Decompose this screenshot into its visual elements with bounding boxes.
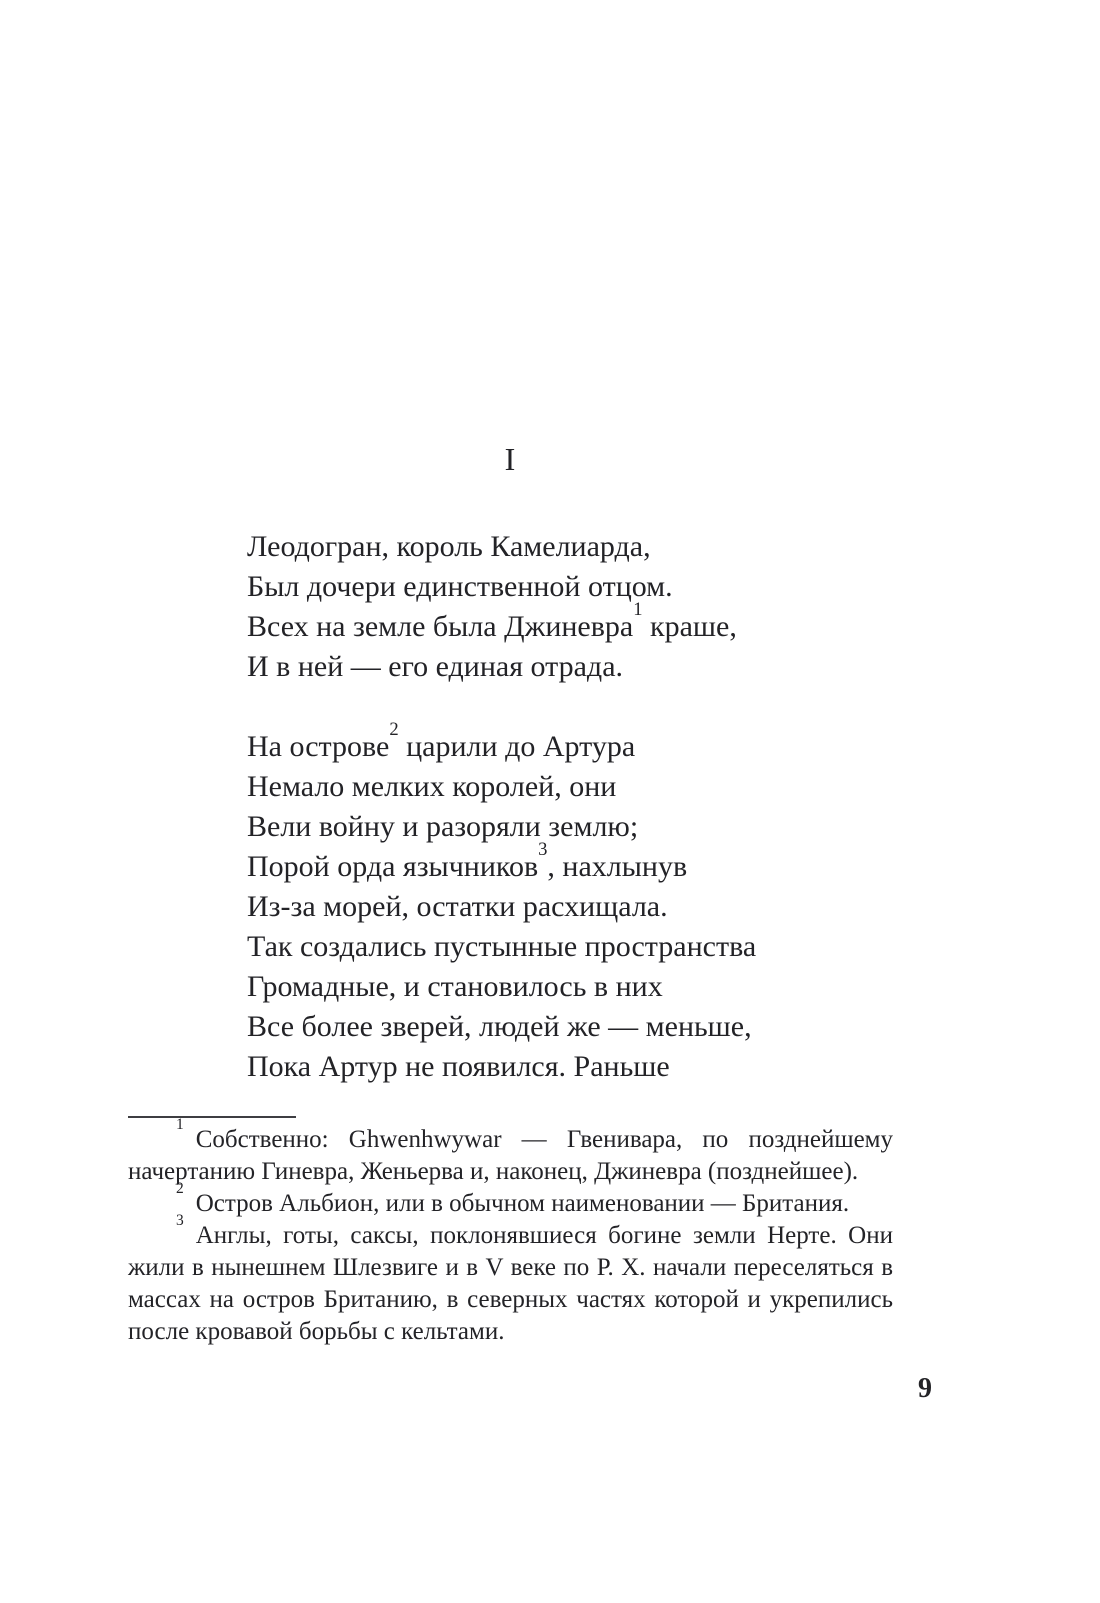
poem-line xyxy=(247,527,756,567)
section-number-heading: I xyxy=(504,441,517,477)
footnotes-block xyxy=(128,1116,893,1348)
poem-line-text: Порой орда язычников xyxy=(247,850,539,883)
poem-line xyxy=(247,807,756,847)
poem xyxy=(247,527,756,1087)
poem-line xyxy=(247,1007,756,1047)
poem-line xyxy=(247,598,756,647)
poem-line-text: царили до Артура xyxy=(398,730,636,763)
footnote-text: Англы, готы, саксы, поклонявшиеся богине земли Нерте. Они жили в нынешнем Шлезвиге и в V веке по Р. Х. начали переселяться в массах на остров Британию, в северных частях которой и укрепились после кровавой борьбы с кельтами. xyxy=(128,1222,893,1345)
page-number: 9 xyxy=(918,1373,932,1404)
poem-line xyxy=(247,567,756,607)
stanza-1 xyxy=(247,527,756,687)
poem-line xyxy=(247,1047,756,1087)
stanza-2 xyxy=(247,718,757,1087)
footnote-2 xyxy=(128,1180,893,1220)
footnote-3 xyxy=(128,1212,893,1348)
poem-line-text: Из-за морей, остатки расхищала. xyxy=(247,890,668,923)
poem-line-text: Немало мелких королей, они xyxy=(247,770,617,803)
poem-line-text: краше, xyxy=(642,610,737,643)
poem-line-text: , нахлынув xyxy=(547,850,688,883)
footnote-marker: 3 xyxy=(176,1212,184,1230)
poem-line xyxy=(247,767,756,807)
footnote-ref: 3 xyxy=(538,838,548,860)
poem-line xyxy=(247,838,756,887)
poem-line xyxy=(247,927,756,967)
footnote-text: Остров Альбион, или в обычном наименовании — Британия. xyxy=(195,1190,850,1217)
poem-line-text: На острове xyxy=(247,730,390,763)
footnote-1 xyxy=(128,1116,893,1188)
poem-line xyxy=(247,647,756,687)
poem-line-text: Пока Артур не появился. Раньше xyxy=(247,1050,670,1083)
footnote-marker: 1 xyxy=(176,1116,184,1134)
footnote-separator-rule xyxy=(128,1116,296,1118)
poem-line-text: Всех на земле была Джиневра xyxy=(247,610,634,643)
poem-line xyxy=(247,967,756,1007)
footnote-marker: 2 xyxy=(176,1180,184,1198)
poem-line-text: Громадные, и становилось в них xyxy=(247,970,663,1003)
poem-line-text: Так создались пустынные пространства xyxy=(247,930,757,963)
poem-line xyxy=(247,718,756,767)
poem-line-text: Леодогран, король Камелиарда, xyxy=(247,530,651,563)
poem-line-text: Вели войну и разоряли землю; xyxy=(247,810,639,843)
poem-line xyxy=(247,887,756,927)
footnote-ref: 2 xyxy=(389,718,399,740)
footnote-text: Собственно: Ghwenhwywar — Гвенивара, по позднейшему начертанию Гиневра, Женьерва и, наконец, Джиневра (позднейшее). xyxy=(128,1126,893,1185)
footnote-ref: 1 xyxy=(633,598,643,620)
poem-line-text: И в ней — его единая отрада. xyxy=(247,650,624,683)
poem-line-text: Был дочери единственной отцом. xyxy=(247,570,673,603)
poem-line-text: Все более зверей, людей же — меньше, xyxy=(247,1010,752,1043)
